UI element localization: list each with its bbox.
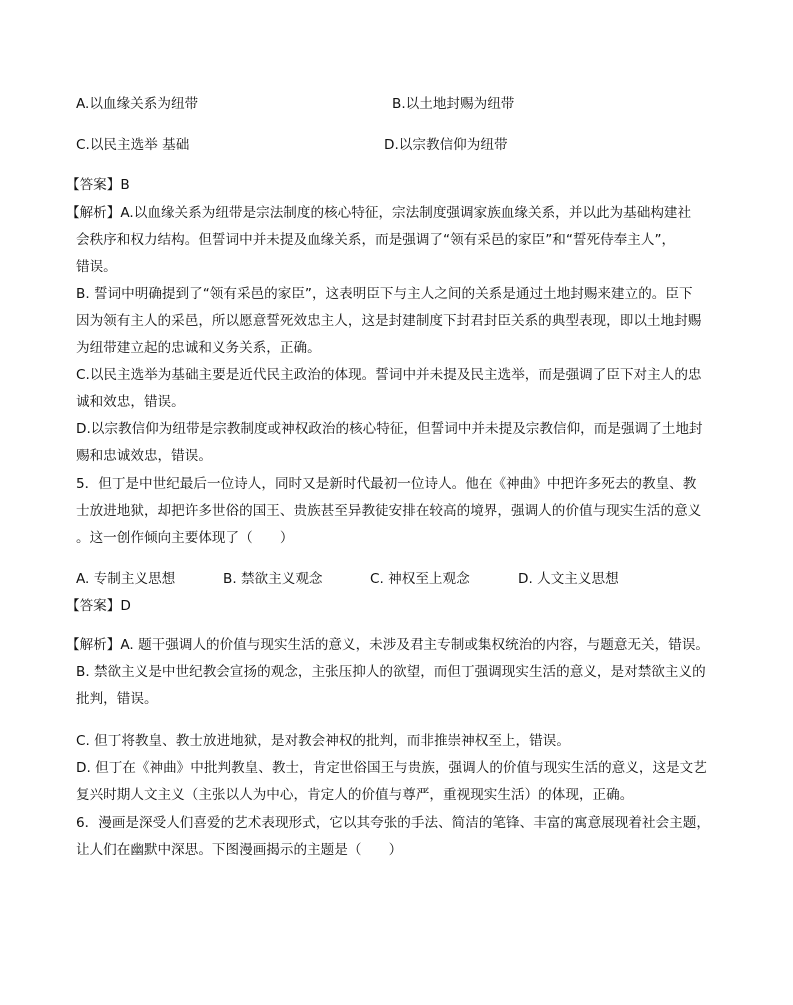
- q4-analysis-line-3: 错误。: [76, 259, 117, 275]
- q5-answer: 【答案】D: [66, 598, 131, 614]
- q6-stem-line-1: 6．漫画是深受人们喜爱的艺术表现形式，它以其夸张的手法、简洁的笔锋、丰富的寓意展现着社会主题，: [76, 815, 710, 831]
- q5-analysis-line-2: B. 禁欲主义是中世纪教会宣扬的观念，主张压抑人的欲望，而但丁强调现实生活的意义，是对禁欲主义的: [76, 664, 706, 680]
- q5-analysis-line-1: 【解析】A. 题干强调人的价值与现实生活的意义，未涉及君主专制或集权统治的内容，与题意无关，错误。: [66, 637, 710, 653]
- q4-analysis-line-10: 赐和忠诚效忠，错误。: [76, 448, 212, 464]
- q4-option-d: D.以宗教信仰为纽带: [384, 137, 508, 153]
- q5-analysis-line-5: D. 但丁在《神曲》中批判教皇、教士，肯定世俗国王与贵族，强调人的价值与现实生活的意义，这是文艺: [76, 760, 707, 776]
- q4-option-c: C.以民主选举 基础: [76, 137, 190, 153]
- q4-analysis-line-4: B. 誓词中明确提到了“领有采邑的家臣”，这表明臣下与主人之间的关系是通过土地封赐来建立的。臣下: [76, 286, 693, 302]
- q5-stem-line-2: 士放进地狱，却把许多世俗的国王、贵族甚至异教徒安排在较高的境界，强调人的价值与现实生活的意义: [76, 503, 702, 519]
- q5-option-b: B. 禁欲主义观念: [223, 571, 323, 587]
- q4-option-a: A.以血缘关系为纽带: [76, 96, 199, 112]
- q4-analysis-line-9: D.以宗教信仰为纽带是宗教制度或神权政治的核心特征，但誓词中并未提及宗教信仰，而是强调了土地封: [76, 421, 703, 437]
- q4-analysis-line-1: 【解析】A.以血缘关系为纽带是宗法制度的核心特征，宗法制度强调家族血缘关系，并以此为基础构建社: [66, 205, 692, 221]
- q5-stem-line-3: 。这一创作倾向主要体现了（ ）: [76, 530, 294, 546]
- q6-stem-line-2: 让人们在幽默中深思。下图漫画揭示的主题是（ ）: [76, 842, 403, 858]
- q4-analysis-line-7: C.以民主选举为基础主要是近代民主政治的体现。誓词中并未提及民主选举，而是强调了臣下对主人的忠: [76, 367, 702, 383]
- q5-analysis-line-3: 批判，错误。: [76, 691, 158, 707]
- q4-analysis-line-5: 因为领有主人的采邑，所以愿意誓死效忠主人，这是封建制度下封君封臣关系的典型表现，即以土地封赐: [76, 313, 702, 329]
- q4-analysis-line-8: 诚和效忠，错误。: [76, 394, 185, 410]
- q4-option-b: B.以土地封赐为纽带: [392, 96, 515, 112]
- q5-analysis-line-6: 复兴时期人文主义（主张以人为中心，肯定人的价值与尊严，重视现实生活）的体现，正确。: [76, 787, 634, 803]
- q5-stem-line-1: 5．但丁是中世纪最后一位诗人，同时又是新时代最初一位诗人。他在《神曲》中把许多死去的教皇、教: [76, 476, 697, 492]
- q5-analysis-line-4: C. 但丁将教皇、教士放进地狱，是对教会神权的批判，而非推崇神权至上，错误。: [76, 733, 570, 749]
- q4-answer: 【答案】B: [66, 177, 130, 193]
- q4-analysis-line-2: 会秩序和权力结构。但誓词中并未提及血缘关系，而是强调了“领有采邑的家臣”和“誓死侍奉主人”，: [76, 232, 676, 248]
- q5-option-c: C. 神权至上观念: [370, 571, 470, 587]
- q4-analysis-line-6: 为纽带建立起的忠诚和义务关系，正确。: [76, 340, 321, 356]
- q5-option-a: A. 专制主义思想: [76, 571, 176, 587]
- q5-option-d: D. 人文主义思想: [518, 571, 619, 587]
